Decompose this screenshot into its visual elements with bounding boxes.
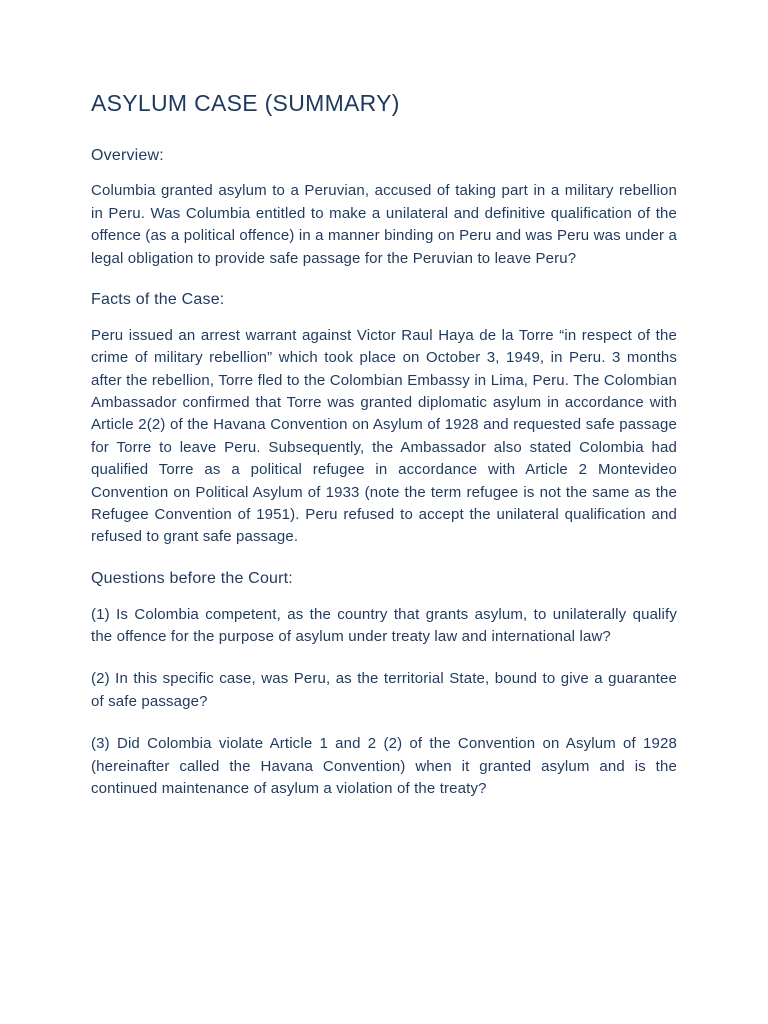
document-title: ASYLUM CASE (SUMMARY): [91, 90, 400, 116]
overview-paragraph: Columbia granted asylum to a Peruvian, accused of taking part in a military rebellion in Peru. Was Columbia entitled to make a unilateral and definitive qualification of the offence (as a political offence) in a manner binding on Peru and was Peru was under a legal obligation to provide safe passage for the Peruvian to leave Peru?: [91, 182, 677, 267]
facts-paragraph: Peru issued an arrest warrant against Victor Raul Haya de la Torre “in respect of the crime of military rebellion” which took place on October 3, 1949, in Peru. 3 months after the rebellion, Torre fled to the Colombian Embassy in Lima, Peru. The Colombian Ambassador confirmed that Torre was granted diplomatic asylum in accordance with Article 2(2) of the Havana Convention on Asylum of 1928 and requested safe passage for Torre to leave Peru. Subsequently, the Ambassador also stated Colombia had qualified Torre as a political refugee in accordance with Article 2 Montevideo Convention on Political Asylum of 1933 (note the term refugee is not the same as the Refugee Convention of 1951). Peru refused to accept the unilateral qualification and refused to grant safe passage.: [91, 326, 677, 546]
overview-heading: Overview:: [91, 146, 164, 164]
question-1: (1) Is Colombia competent, as the country that grants asylum, to unilaterally qualify the offence for the purpose of asylum under treaty law and international law?: [91, 605, 677, 646]
document-page: [91, 90, 677, 821]
facts-heading: Facts of the Case:: [91, 291, 225, 309]
question-2: (2) In this specific case, was Peru, as the territorial State, bound to give a guarantee of safe passage?: [91, 670, 677, 710]
question-3: (3) Did Colombia violate Article 1 and 2 (2) of the Convention on Asylum of 1928 (hereinafter called the Havana Convention) when it granted asylum and is the continued maintenance of asylum a violation of the treaty?: [91, 735, 677, 798]
questions-heading: Questions before the Court:: [91, 569, 293, 587]
